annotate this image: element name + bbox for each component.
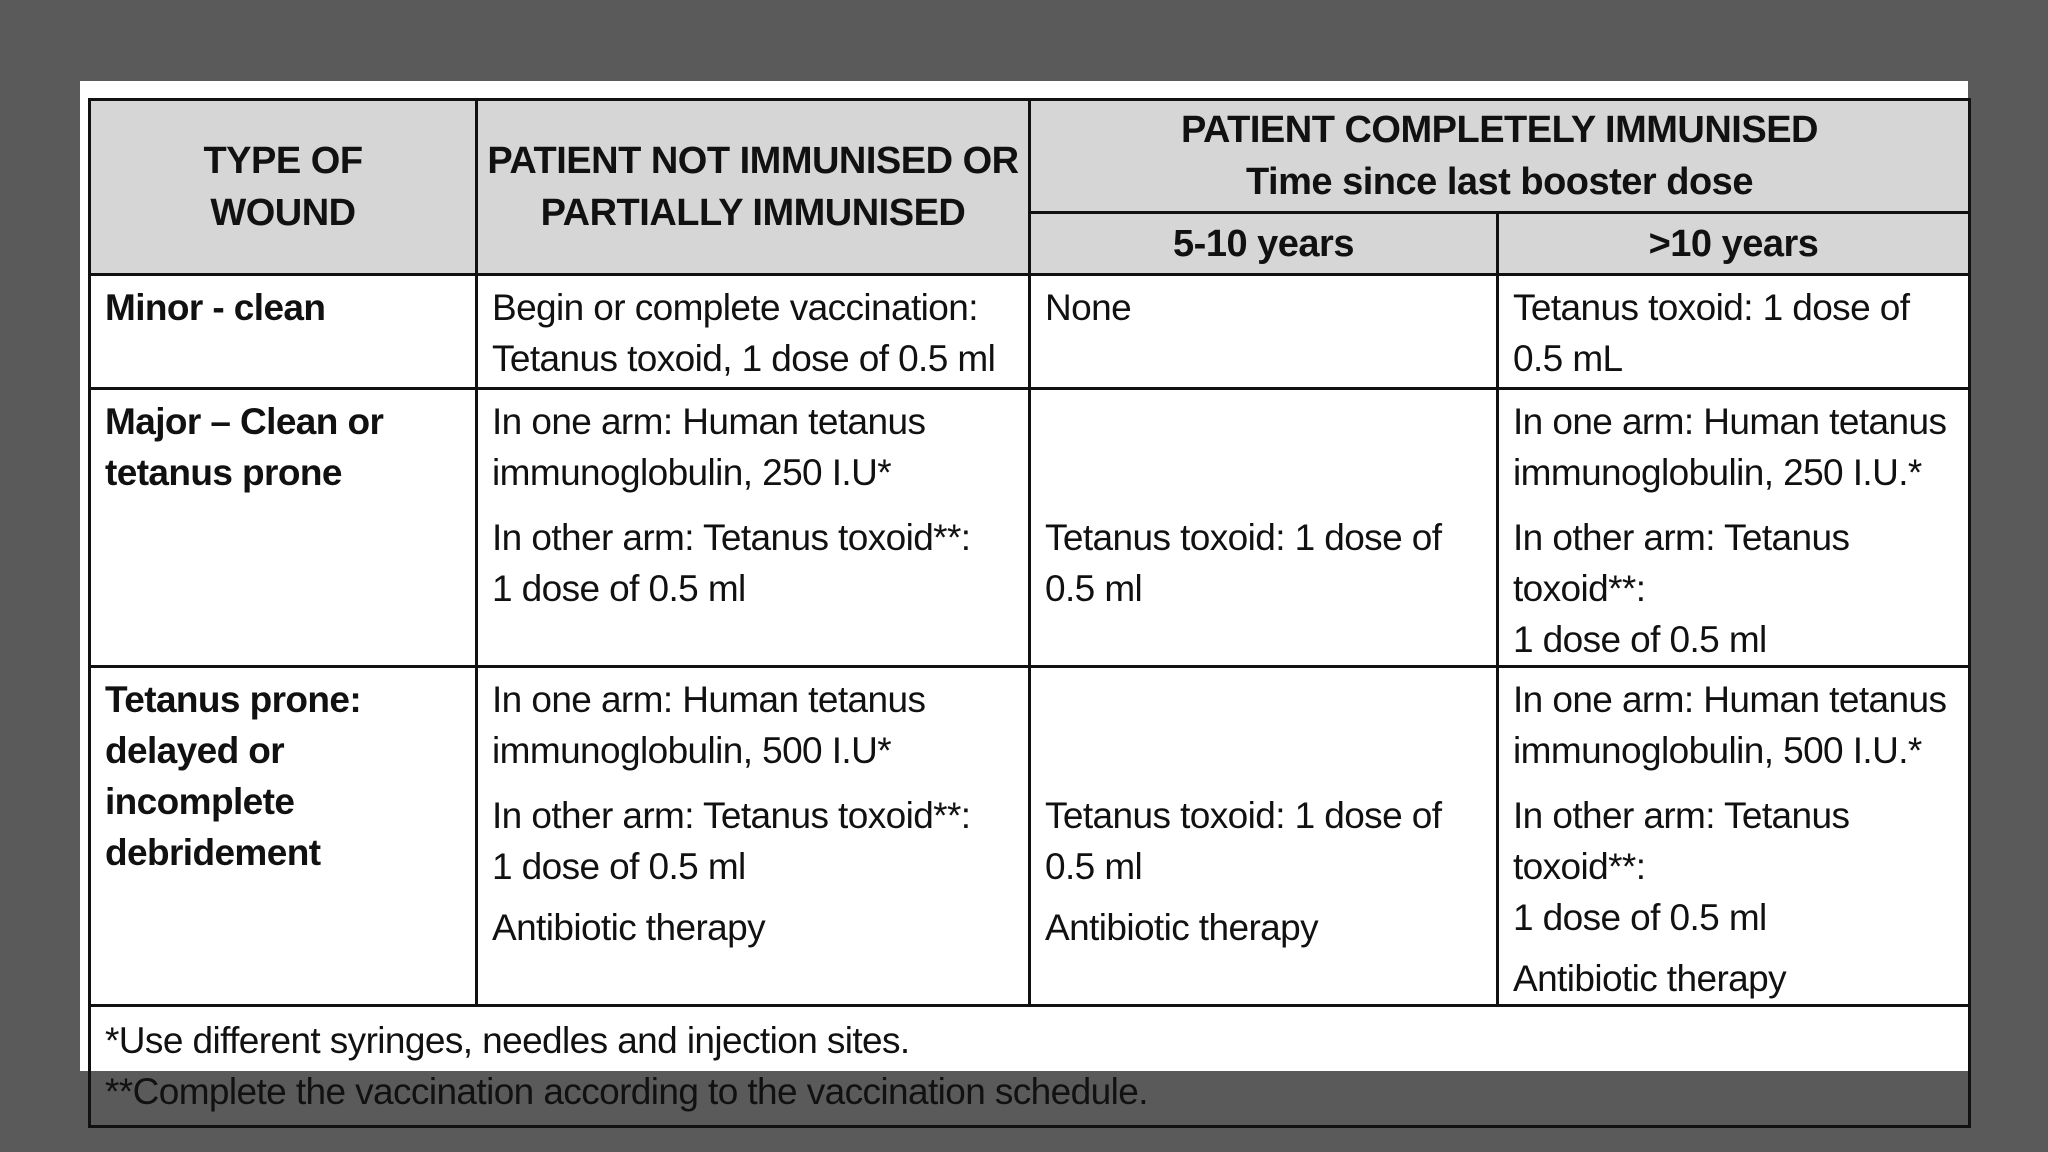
wound-type-cell: [90, 389, 477, 667]
cell-line: In other arm: Tetanus toxoid**:: [492, 517, 971, 558]
header-not-immunised: [477, 100, 1030, 275]
cell-spacer: [1045, 674, 1482, 790]
footnote-row: [90, 1006, 1970, 1127]
header-row-1: [90, 100, 1970, 213]
header-type-of-wound-line2: WOUND: [210, 192, 356, 234]
tetanus-prophylaxis-table: [88, 98, 1971, 1128]
wound-type-line: Tetanus prone:: [105, 679, 362, 720]
cell-line: 1 dose of 0.5 ml: [1513, 897, 1767, 938]
table-row: [90, 389, 1970, 667]
table-row: [90, 667, 1970, 1006]
cell-line: Tetanus toxoid: 1 dose of: [1045, 795, 1442, 836]
cell-line: None: [1045, 287, 1132, 328]
cell-spacer: [1045, 396, 1482, 512]
header-5-10-years: 5-10 years: [1030, 213, 1498, 275]
wound-type-cell: [90, 275, 477, 389]
cell-line: In one arm: Human tetanus: [1513, 401, 1947, 442]
cell-line: immunoglobulin, 500 I.U.*: [1513, 730, 1922, 771]
cell-line: Antibiotic therapy: [1045, 907, 1319, 948]
header-completely-immunised-title: PATIENT COMPLETELY IMMUNISED: [1181, 109, 1818, 151]
cell-line: immunoglobulin, 250 I.U*: [492, 452, 891, 493]
cell-line: 1 dose of 0.5 ml: [492, 568, 746, 609]
not-immunised-cell: [477, 389, 1030, 667]
header-not-immunised-line2: PARTIALLY IMMUNISED: [540, 192, 966, 234]
header-over-10-years: >10 years: [1498, 213, 1970, 275]
header-time-since-booster: Time since last booster dose: [1246, 161, 1753, 203]
wound-type-line: delayed or incomplete: [105, 730, 295, 822]
table-row: [90, 275, 1970, 389]
wound-type-line: tetanus prone: [105, 452, 342, 493]
cell-line: In other arm: Tetanus toxoid**:: [1513, 517, 1850, 609]
cell-line: In one arm: Human tetanus: [1513, 679, 1947, 720]
cell-line: 1 dose of 0.5 ml: [1513, 619, 1767, 660]
header-type-of-wound: [90, 100, 477, 275]
cell-line: In one arm: Human tetanus: [492, 401, 926, 442]
cell-line: In one arm: Human tetanus: [492, 679, 926, 720]
cell-line: In other arm: Tetanus toxoid**:: [492, 795, 971, 836]
cell-line: 0.5 ml: [1045, 568, 1143, 609]
over-10-years-cell: [1498, 275, 1970, 389]
footnotes-cell: [90, 1006, 1970, 1127]
wound-type-cell: [90, 667, 477, 1006]
not-immunised-cell: [477, 275, 1030, 389]
wound-type-line: debridement: [105, 832, 321, 873]
5-10-years-cell: [1030, 667, 1498, 1006]
not-immunised-cell: [477, 667, 1030, 1006]
wound-type-line: Major – Clean or: [105, 401, 384, 442]
over-10-years-cell: [1498, 667, 1970, 1006]
header-completely-immunised: [1030, 100, 1970, 213]
cell-line: Begin or complete vaccination:: [492, 287, 978, 328]
header-not-immunised-line1: PATIENT NOT IMMUNISED OR: [487, 140, 1019, 182]
cell-line: Tetanus toxoid: 1 dose of: [1045, 517, 1442, 558]
wound-type-line: Minor - clean: [105, 287, 326, 328]
cell-line: Antibiotic therapy: [492, 907, 766, 948]
over-10-years-cell: [1498, 389, 1970, 667]
cell-line: 0.5 mL: [1513, 338, 1623, 379]
cell-line: Tetanus toxoid: 1 dose of: [1513, 287, 1910, 328]
cell-line: In other arm: Tetanus toxoid**:: [1513, 795, 1850, 887]
5-10-years-cell: [1030, 389, 1498, 667]
cell-line: 1 dose of 0.5 ml: [492, 846, 746, 887]
document-page: [80, 81, 1968, 1112]
cell-line: 0.5 ml: [1045, 846, 1143, 887]
cell-line: Tetanus toxoid, 1 dose of 0.5 ml: [492, 338, 996, 379]
header-type-of-wound-line1: TYPE OF: [203, 140, 363, 182]
footnote-1: *Use different syringes, needles and injection sites.: [105, 1020, 910, 1061]
footnote-2: **Complete the vaccination according to the vaccination schedule.: [105, 1071, 1148, 1112]
cell-line: immunoglobulin, 500 I.U*: [492, 730, 891, 771]
cell-line: immunoglobulin, 250 I.U.*: [1513, 452, 1922, 493]
cell-line: Antibiotic therapy: [1513, 958, 1787, 999]
5-10-years-cell: [1030, 275, 1498, 389]
